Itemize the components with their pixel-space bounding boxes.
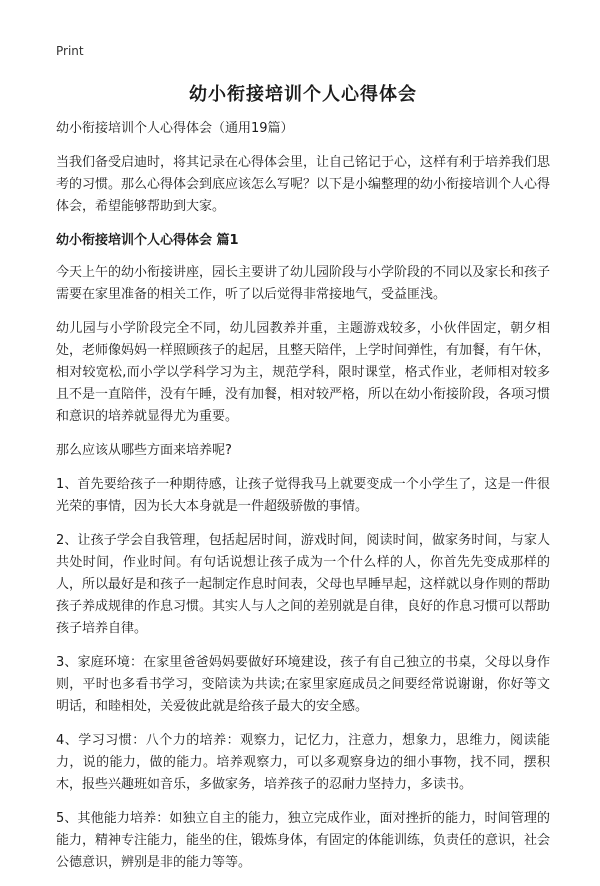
body-paragraph: 那么应该从哪些方面来培养呢? xyxy=(56,443,232,458)
intro-paragraph: 当我们备受启迪时，将其记录在心得体会里，让自己铭记于心，这样有利于培养我们思考的习惯。那么心得体会到底应该怎么写呢？以下是小编整理的幼小衔接培训个人心得体会，希望能够帮助到大家。 xyxy=(56,155,551,214)
body-paragraph: 幼儿园与小学阶段完全不同，幼儿园教养并重，主题游戏较多，小伙伴固定，朝夕相处，老师像妈妈一样照顾孩子的起居，且整天陪伴，上学时间弹性，有加餐，有午休，相对较宽松,而小学以学科学习为主，规范学科，限时课堂，格式作业，老师相对较多且不是一直陪伴，没有午睡，没有加餐，相对较严格，所以在幼小衔接阶段，各项习惯和意识的培养就显得尤为重要。 xyxy=(56,321,551,424)
body-paragraph: 1、首先要给孩子一种期待感，让孩子觉得我马上就要变成一个小学生了，这是一件很光荣的事情，因为长大本身就是一件超级骄傲的事情。 xyxy=(56,477,550,514)
body-paragraph: 3、家庭环境：在家里爸爸妈妈要做好环境建设，孩子有自己独立的书桌，父母以身作则，平时也多看书学习，变陪读为共读;在家里家庭成员之间要经常说谢谢，你好等文明话，和睦相处，关爱彼此就是给孩子最大的安全感。 xyxy=(56,655,550,714)
body-paragraph: 今天上午的幼小衔接讲座，园长主要讲了幼儿园阶段与小学阶段的不同以及家长和孩子需要在家里准备的相关工作，听了以后觉得非常接地气，受益匪浅。 xyxy=(56,265,551,302)
body-paragraph: 5、其他能力培养：如独立自主的能力，独立完成作业，面对挫折的能力，时间管理的能力，精神专注能力，能坐的住，锻炼身体，有固定的体能训练，负责任的意识，社会公德意识，辨别是非的能力等等。 xyxy=(56,811,551,870)
print-label[interactable]: Print xyxy=(56,44,84,58)
section-heading: 幼小衔接培训个人心得体会 篇1 xyxy=(56,233,239,248)
document-body xyxy=(56,118,550,886)
document-title: 幼小衔接培训个人心得体会 xyxy=(189,84,417,105)
body-paragraph: 4、学习习惯：八个力的培养：观察力，记忆力，注意力，想象力，思维力，阅读能力，说的能力，做的能力。培养观察力，可以多观察身边的细小事物，找不同，摆积木，报些兴趣班如音乐，多做家务，培养孩子的忍耐力坚持力，多读书。 xyxy=(56,733,550,792)
document-subtitle: 幼小衔接培训个人心得体会（通用19篇） xyxy=(56,121,294,136)
body-paragraph: 2、让孩子学会自我管理，包括起居时间，游戏时间，阅读时间，做家务时间，与家人共处时间，作业时间。有句话说想让孩子成为一个什么样的人，你首先先变成那样的人，所以最好是和孩子一起制定作息时间表，父母也早睡早起，这样就以身作则的帮助孩子养成规律的作息习惯。其实人与人之间的差别就是自律，良好的作息习惯可以帮助孩子培养自律。 xyxy=(56,533,551,636)
